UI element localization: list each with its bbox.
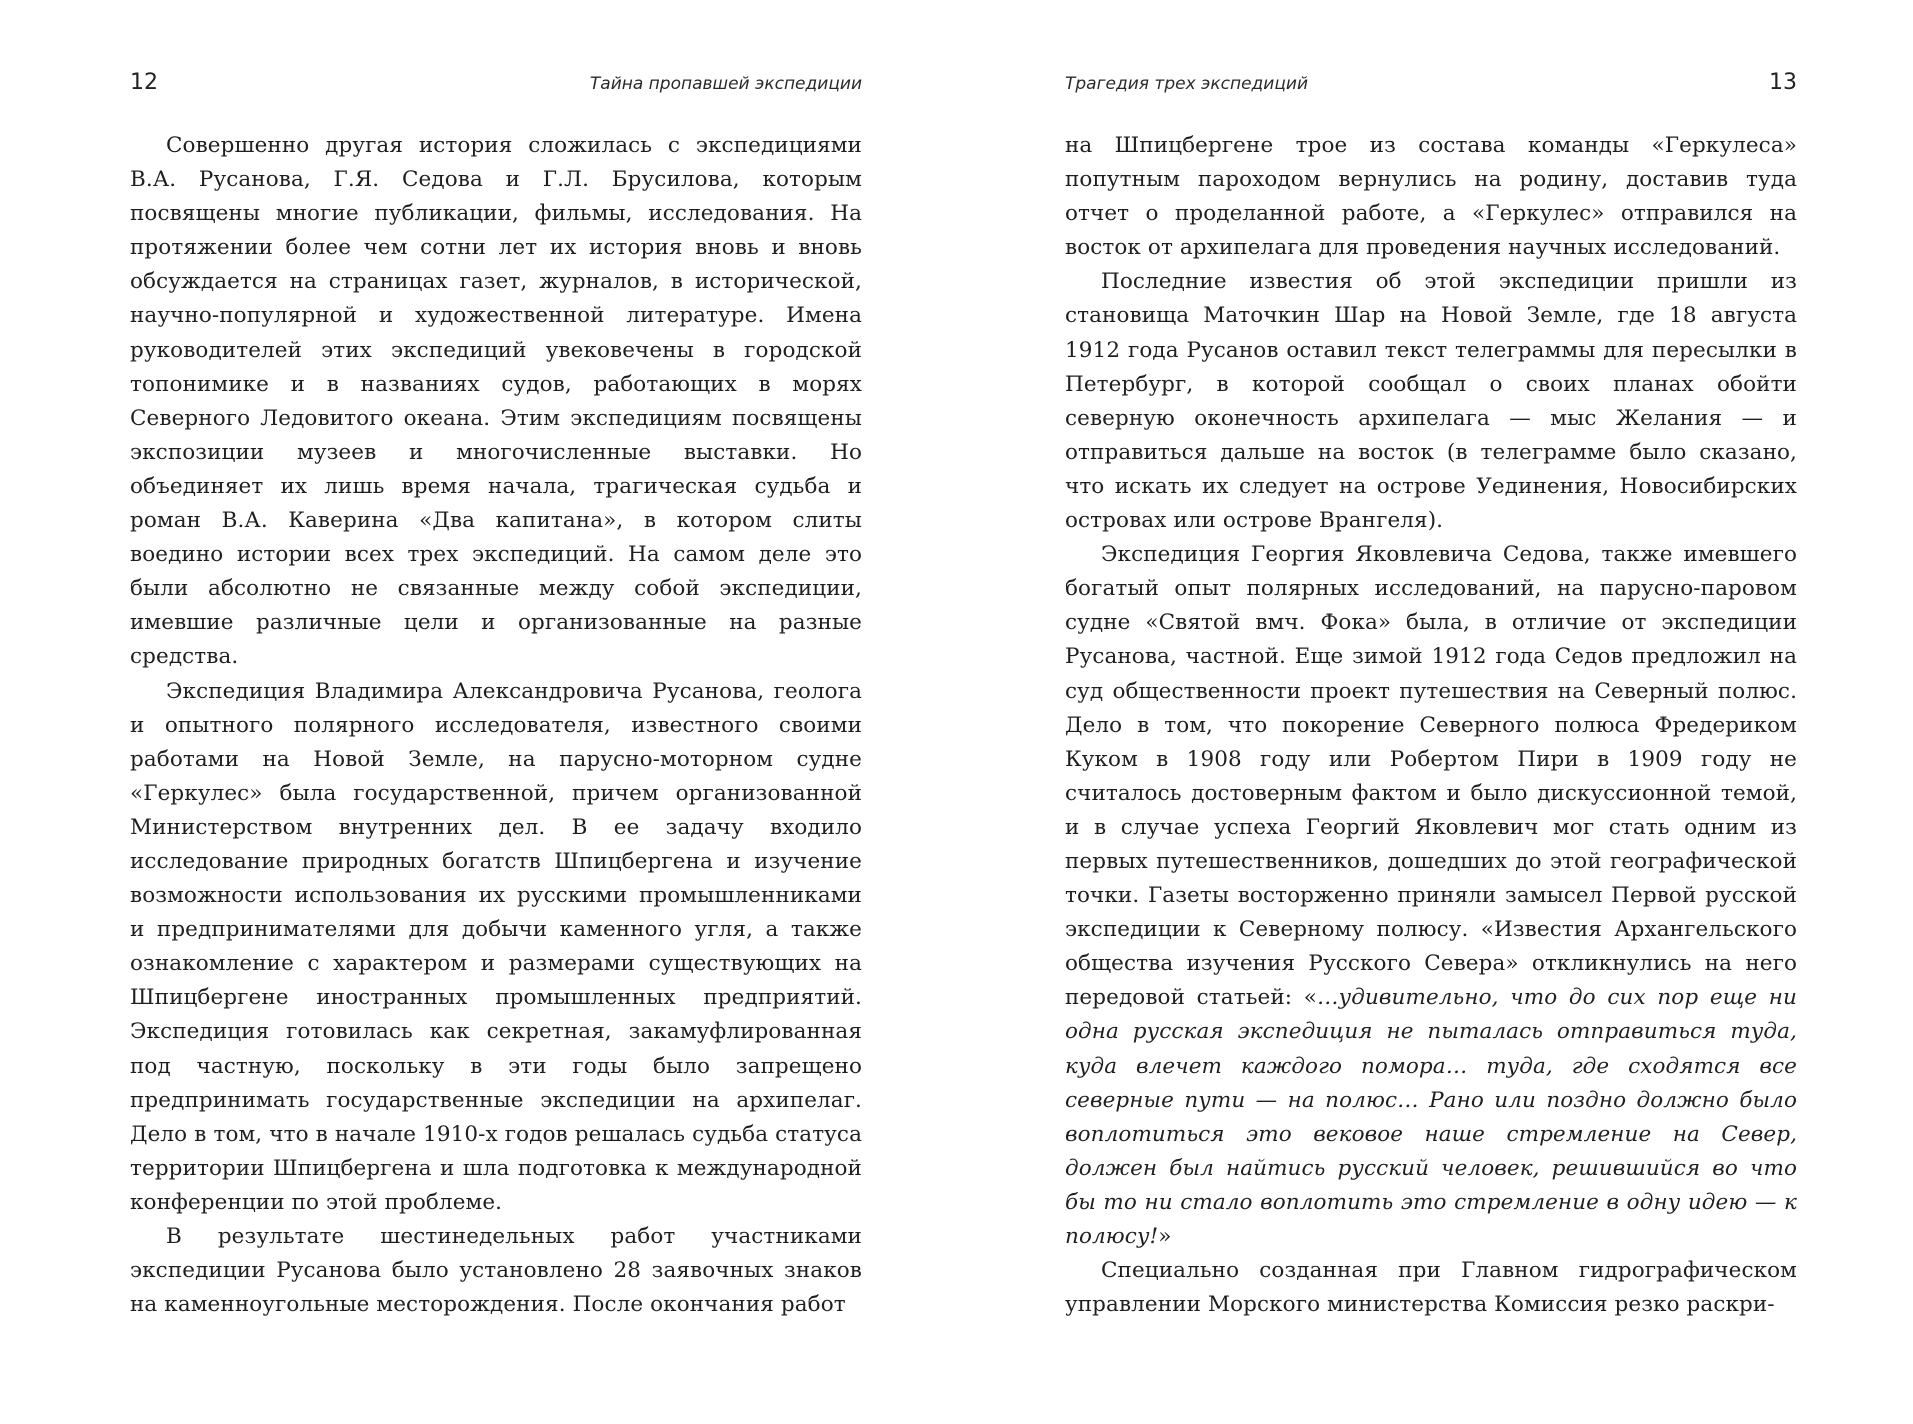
italic-quote: …удивительно, что до сих пор еще ни одна русская экспедиция не пыталась отправиться туда, куда влечет каждого помора… туда, где сходятся все северные пути — на полюс… Рано или поздно должно было воплотиться это вековое наше стремление на Север, должен был найтись русский человек, решившийся во что бы то ни стало воплотить это стремление в одну идею — к полюсу! [1065,985,1798,1249]
paragraph: В результате шестинедельных работ участниками экспедиции Русанова было установлено 28 заявочных знаков на каменноугольные месторождения. После окончания работ [130,1224,862,1318]
right-running-title: Трагедия трех экспедиций [1065,74,1309,94]
paragraph-continued: на Шпицбергене трое из состава команды «Геркулеса» попутным пароходом вернулись на родину, доставив туда отчет о проделанной работе, а «Геркулес» отправился на восток от архипелага для проведения научных исследований. [1065,133,1797,261]
right-page-number: 13 [1769,70,1797,95]
left-running-title: Тайна пропавшей экспедиции [589,74,862,94]
paragraph: Специально созданная при Главном гидрографическом управлении Морского министерства Комиссия резко раскри- [1065,1258,1797,1318]
paragraph-text: Экспедиция Георгия Яковлевича Седова, также имевшего богатый опыт полярных исследований, на парусно-паровом судне «Святой вмч. Фока» была, в отличие от экспедиции Русанова, частной. Еще зимой 1912 года Седов предложил на суд общественности проект путешествия на Северный полюс. Дело в том, что покорение Северного полюса Фредериком Куком в 1908 году или Робертом Пири в 1909 году не считалось достоверным фактом и было дискуссионной темой, и в случае успеха Георгий Яковлевич мог стать одним из первых путешественников, дошедших до этой географической точки. Газеты восторженно приняли замысел Первой русской экспедиции к Северному полюсу. «Известия Архангельского общества изучения Русского Севера» откликнулись на него передовой статьей: « [1065,542,1797,1011]
right-page-body [1065,129,1797,1322]
paragraph: Совершенно другая история сложилась с экспедициями В.А. Русанова, Г.Я. Седова и Г.Л. Брусилова, которым посвящены многие публикации, фильмы, исследования. На протяжении более чем сотни лет их история вновь и вновь обсуждается на страницах газет, журналов, в исторической, научно-популярной и художественной литературе. Имена руководителей этих экспедиций увековечены в городской топонимике и в названиях судов, работающих в морях Северного Ледовитого океана. Этим экспедициям посвящены экспозиции музеев и многочисленные выставки. Но объединяет их лишь время начала, трагическая судьба и роман В.А. Каверина «Два капитана», в котором слиты воедино истории всех трех экспедиций. На самом деле это были абсолютно не связанные между собой экспедиции, имевшие различные цели и организованные на разные средства. [130,133,862,670]
right-page [1065,0,1797,1424]
right-page-header [1065,70,1797,100]
paragraph-with-quote [1065,538,1797,1254]
left-page [130,0,862,1424]
paragraph: Последние известия об этой экспедиции пришли из становища Маточкин Шар на Новой Земле, где 18 августа 1912 года Русанов оставил текст телеграммы для пересылки в Петербург, в которой сообщал о своих планах обойти северную оконечность архипелага — мыс Желания — и отправиться дальше на восток (в телеграмме было сказано, что искать их следует на острове Уединения, Новосибирских островах или острове Врангеля). [1065,269,1797,534]
left-page-body [130,129,862,1322]
quote-close: » [1158,1224,1172,1249]
left-page-header [130,70,862,100]
left-page-number: 12 [130,70,158,95]
paragraph: Экспедиция Владимира Александровича Русанова, геолога и опытного полярного исследователя, известного своими работами на Новой Земле, на парусно-моторном судне «Геркулес» была государственной, причем организованной Министерством внутренних дел. В ее задачу входило исследование природных богатств Шпицбергена и изучение возможности использования их русскими промышленниками и предпринимателями для добычи каменного угля, а также ознакомление с характером и размерами существующих на Шпицбергене иностранных промышленных предприятий. Экспедиция готовилась как секретная, закамуфлированная под частную, поскольку в эти годы было запрещено предпринимать государственные экспедиции на архипелаг. Дело в том, что в начале 1910-х годов решалась судьба статуса территории Шпицбергена и шла подготовка к международной конференции по этой проблеме. [130,678,862,1215]
